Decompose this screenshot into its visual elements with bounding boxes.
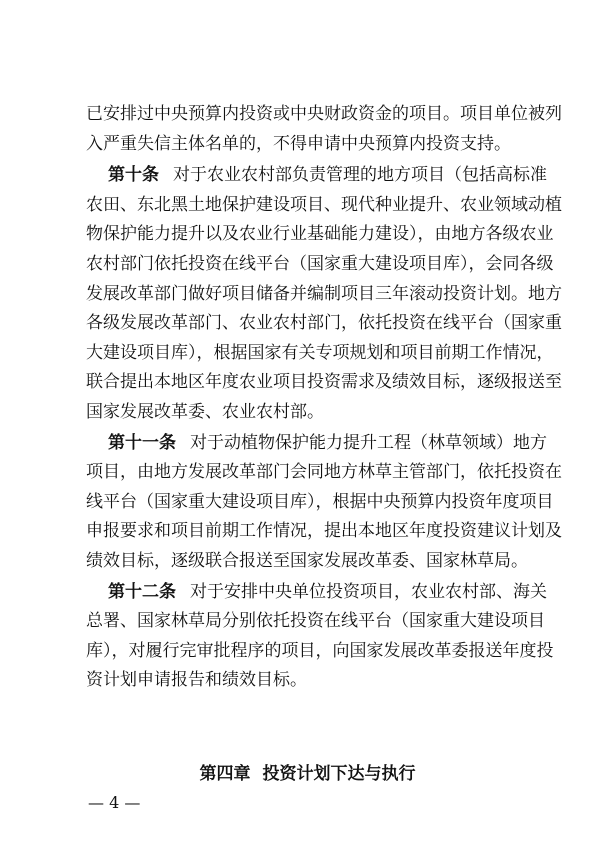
paragraph-line: 已安排过中央预算内投资或中央财政资金的项目。项目单位被列 [86, 104, 562, 124]
paragraph-line: 入严重失信主体名单的，不得申请中央预算内投资支持。 [86, 134, 511, 154]
page-number: — 4 — [88, 793, 141, 812]
paragraph-line-text: 对于动植物保护能力提升工程（林草领域）地方 [190, 433, 547, 453]
chapter-title: 投资计划下达与执行 [262, 764, 416, 784]
paragraph-line: 联合提出本地区年度农业项目投资需求及绩效目标，逐级报送至 [86, 372, 562, 392]
paragraph-line: 项目，由地方发展改革部门会同地方林草主管部门，依托投资在 [86, 462, 562, 482]
paragraph-line: 国家发展改革委、农业农村部。 [86, 402, 324, 422]
article-first-line [108, 582, 547, 602]
paragraph-line: 申报要求和项目前期工作情况，提出本地区年度投资建议计划及 [86, 521, 562, 541]
paragraph-line: 发展改革部门做好项目储备并编制项目三年滚动投资计划。地方 [86, 284, 562, 304]
paragraph-line: 农村部门依托投资在线平台（国家重大建设项目库），会同各级 [86, 254, 554, 274]
chapter-number: 第四章 [199, 764, 251, 784]
paragraph-line: 农田、东北黑土地保护建设项目、现代种业提升、农业领域动植 [86, 195, 562, 215]
paragraph-line: 物保护能力提升以及农业行业基础能力建设），由地方各级农业 [86, 224, 554, 244]
paragraph-line: 总署、国家林草局分别依托投资在线平台（国家重大建设项目 [86, 611, 545, 631]
article-first-line [108, 433, 547, 453]
paragraph-line: 各级发展改革部门、农业农村部门，依托投资在线平台（国家重 [86, 313, 562, 333]
paragraph-line: 大建设项目库），根据国家有关专项规划和项目前期工作情况， [86, 343, 554, 363]
article-first-line [108, 165, 547, 185]
article-number: 第十条 [108, 165, 159, 185]
paragraph-line-text: 对于农业农村部负责管理的地方项目（包括高标准 [173, 165, 547, 185]
article-number: 第十一条 [108, 433, 176, 453]
article-number: 第十二条 [108, 582, 176, 602]
paragraph-line-text: 对于安排中央单位投资项目，农业农村部、海关 [190, 582, 547, 602]
paragraph-line: 库），对履行完审批程序的项目，向国家发展改革委报送年度投 [86, 641, 554, 661]
paragraph-line: 线平台（国家重大建设项目库），根据中央预算内投资年度项目 [86, 492, 554, 512]
paragraph-line: 绩效目标，逐级联合报送至国家发展改革委、国家林草局。 [86, 551, 528, 571]
chapter-heading [0, 764, 615, 784]
paragraph-line: 资计划申请报告和绩效目标。 [86, 670, 307, 690]
